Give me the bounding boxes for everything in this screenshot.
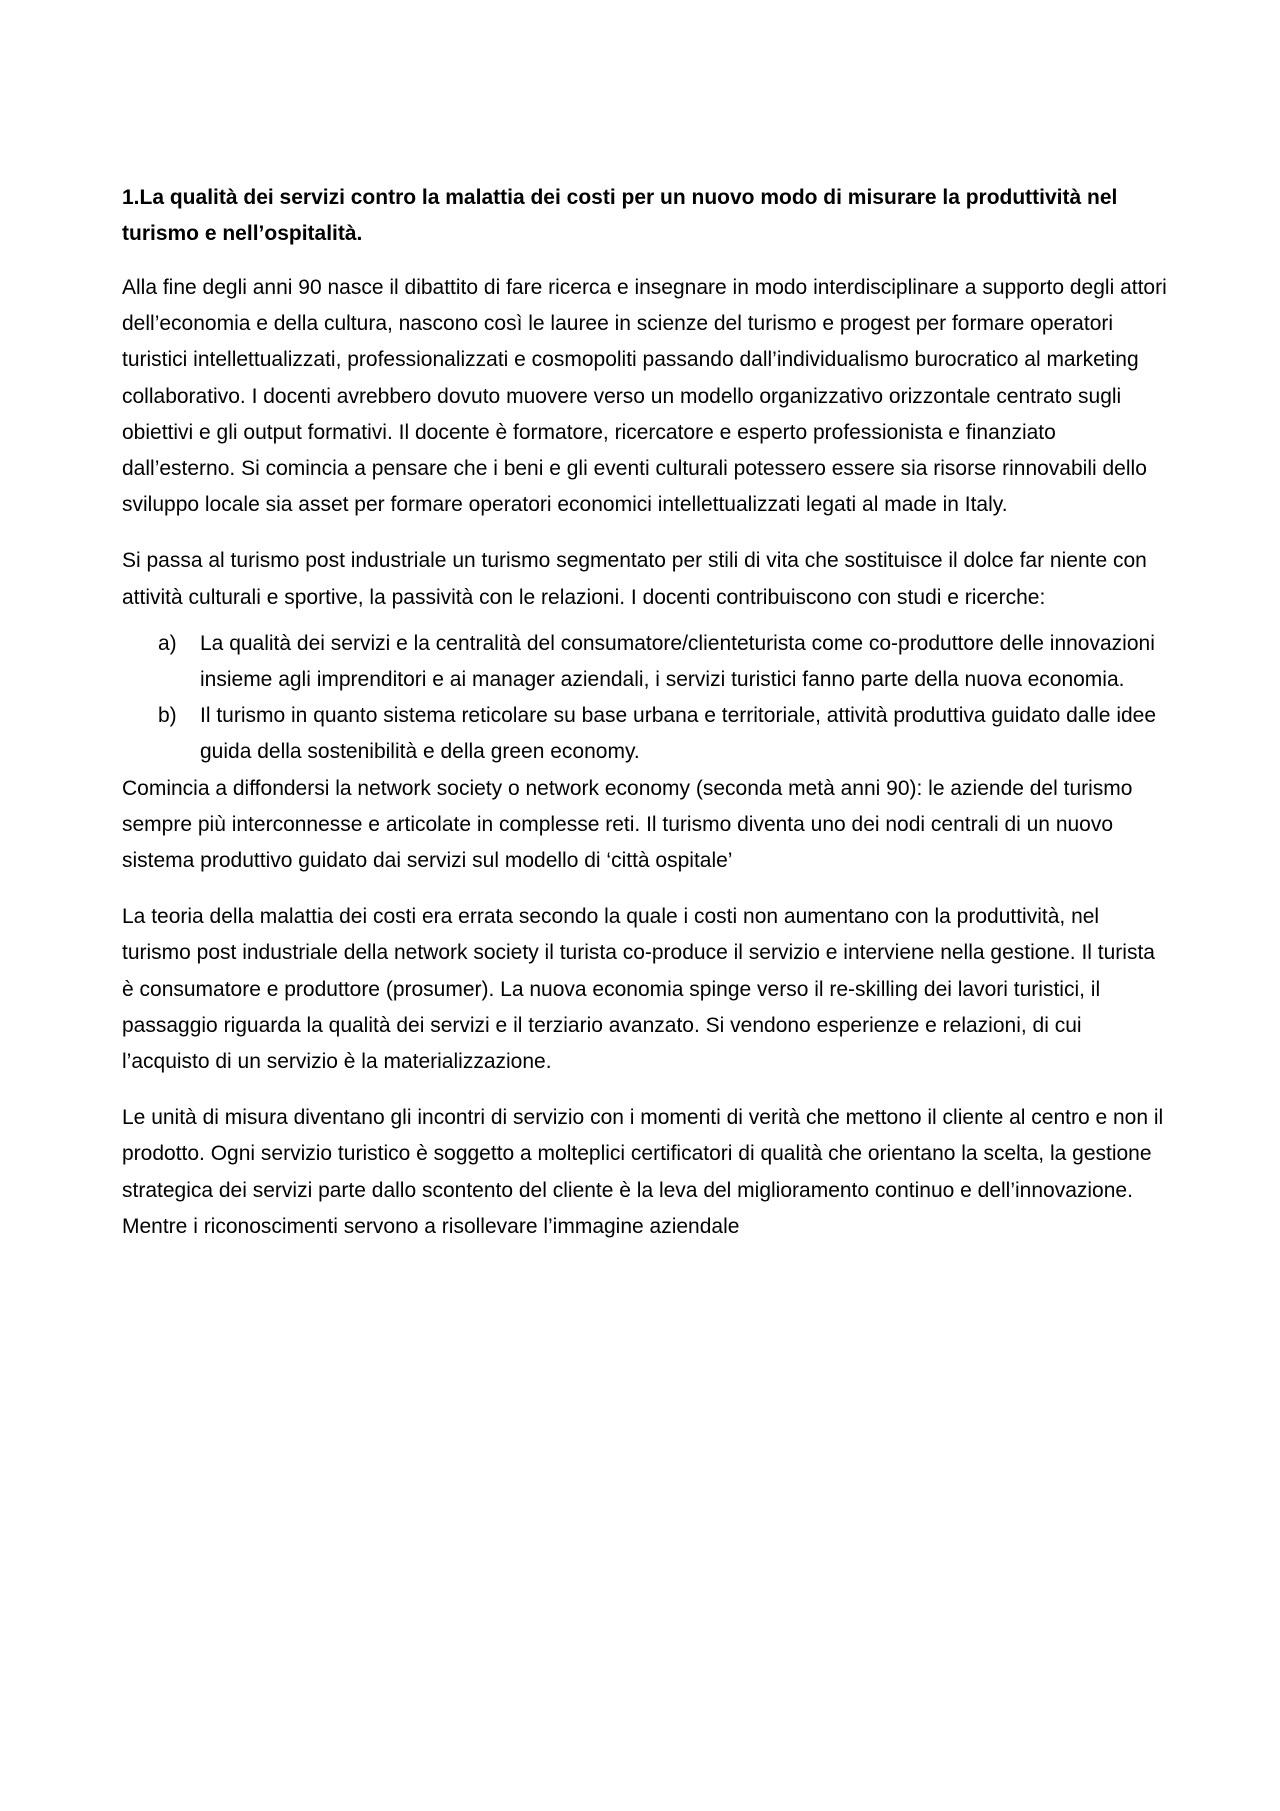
list-item	[158, 698, 1172, 770]
document-page	[122, 180, 1172, 1265]
research-list	[122, 626, 1172, 771]
list-item-text: Il turismo in quanto sistema reticolare su base urbana e territoriale, attività produttiva guidato dalle idee guida della sostenibilità e della green economy.	[200, 704, 1157, 764]
list-item	[158, 626, 1172, 698]
paragraph-5: Le unità di misura diventano gli incontri di servizio con i momenti di verità che mettono il cliente al centro e non il prodotto. Ogni servizio turistico è soggetto a molteplici certificatori di qualità che orientano la scelta, la gestione strategica dei servizi parte dallo scontento del cliente è la leva del miglioramento continuo e dell’innovazione. Mentre i riconoscimenti servono a risollevare l’immagine aziendale	[122, 1106, 1164, 1238]
list-marker: a)	[158, 631, 177, 655]
paragraph-2: Si passa al turismo post industriale un turismo segmentato per stili di vita che sostituisce il dolce far niente con attività culturali e sportive, la passività con le relazioni. I docenti contribuiscono con studi e ricerche:	[122, 549, 1147, 609]
paragraph-4: La teoria della malattia dei costi era errata secondo la quale i costi non aumentano con la produttività, nel turismo post industriale della network society il turista co-produce il servizio e interviene nella gestione. Il turista è consumatore e produttore (prosumer). La nuova economia spinge verso il re-skilling dei lavori turistici, il passaggio riguarda la qualità dei servizi e il terziario avanzato. Si vendono esperienze e relazioni, di cui l’acquisto di un servizio è la materializzazione.	[122, 905, 1155, 1074]
paragraph-3: Comincia a diffondersi la network society o network economy (seconda metà anni 90): le aziende del turismo sempre più interconnesse e articolate in complesse reti. Il turismo diventa uno dei nodi centrali di un nuovo sistema produttivo guidato dai servizi sul modello di ‘città ospitale’	[122, 776, 1133, 873]
list-item-text: La qualità dei servizi e la centralità del consumatore/clienteturista come co-produttore delle innovazioni insieme agli imprenditori e ai manager aziendali, i servizi turistici fanno parte della nuova economia.	[200, 631, 1155, 692]
paragraph-1: Alla fine degli anni 90 nasce il dibattito di fare ricerca e insegnare in modo interdisciplinare a supporto degli attori dell’economia e della cultura, nascono così le lauree in scienze del turismo e progest per formare operatori turistici intellettualizzati, professionalizzati e cosmopoliti passando dall’individualismo burocratico al marketing collaborativo. I docenti avrebbero dovuto muovere verso un modello organizzativo orizzontale centrato sugli obiettivi e gli output formativi. Il docente è formatore, ricercatore e esperto professionista e finanziato dall’esterno. Si comincia a pensare che i beni e gli eventi culturali potessero essere sia risorse rinnovabili dello sviluppo locale sia asset per formare operatori economici intellettualizzati legati al made in Italy.	[122, 276, 1167, 517]
list-marker: b)	[158, 704, 177, 728]
section-heading: 1.La qualità dei servizi contro la malattia dei costi per un nuovo modo di misurare la produttività nel turismo e nell’ospitalità.	[122, 186, 1118, 245]
